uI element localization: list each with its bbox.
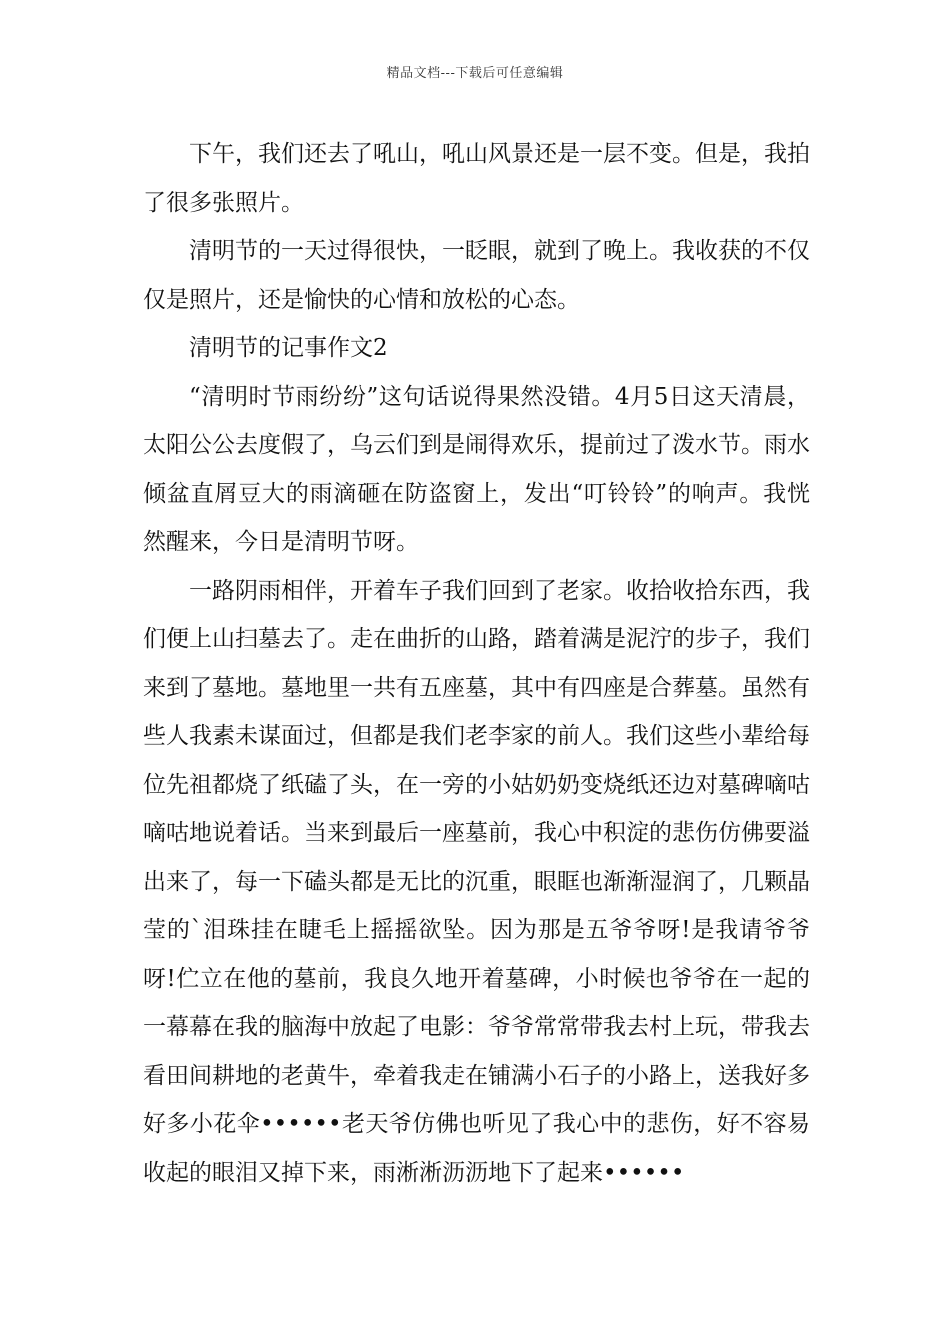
document-body: [143, 130, 810, 1197]
section-title: 清明节的记事作文2: [189, 335, 388, 361]
paragraph-1: 下午，我们还去了吼山，吼山风景还是一层不变。但是，我拍了很多张照片。: [143, 141, 810, 216]
page-header: 精品文档---下载后可任意编辑: [386, 66, 564, 81]
paragraph-4: 一路阴雨相伴，开着车子我们回到了老家。收拾收拾东西，我们便上山扫墓去了。走在曲折的山路，踏着满是泥泞的步子，我们来到了墓地。墓地里一共有五座墓，其中有四座是合葬墓。虽然有些人我素未谋面过，但都是我们老李家的前人。我们这些小辈给每位先祖都烧了纸磕了头，在一旁的小姑奶奶变烧纸还边对墓碑嘀咕嘀咕地说着话。当来到最后一座墓前，我心中积淀的悲伤仿佛要溢出来了，每一下磕头都是无比的沉重，眼眶也渐渐湿润了，几颗晶莹的`泪珠挂在睫毛上摇摇欲坠。因为那是五爷爷呀!是我请爷爷呀!伫立在他的墓前，我良久地开着墓碑，小时候也爷爷在一起的一幕幕在我的脑海中放起了电影：爷爷常常带我去村上玩，带我去看田间耕地的老黄牛，牵着我走在铺满小石子的小路上，送我好多好多小花伞••••••老天爷仿佛也听见了我心中的悲伤，好不容易收起的眼泪又掉下来，雨淅淅沥沥地下了起来••••••: [143, 577, 810, 1186]
paragraph-3: “清明时节雨纷纷”这句话说得果然没错。4月5日这天清晨，太阳公公去度假了，乌云们到是闹得欢乐，提前过了泼水节。雨水倾盆直屑豆大的雨滴砸在防盗窗上，发出“叮铃铃”的响声。我恍然醒来，今日是清明节呀。: [143, 383, 810, 555]
paragraph-2: 清明节的一天过得很快，一眨眼，就到了晚上。我收获的不仅仅是照片，还是愉快的心情和放松的心态。: [143, 238, 810, 313]
